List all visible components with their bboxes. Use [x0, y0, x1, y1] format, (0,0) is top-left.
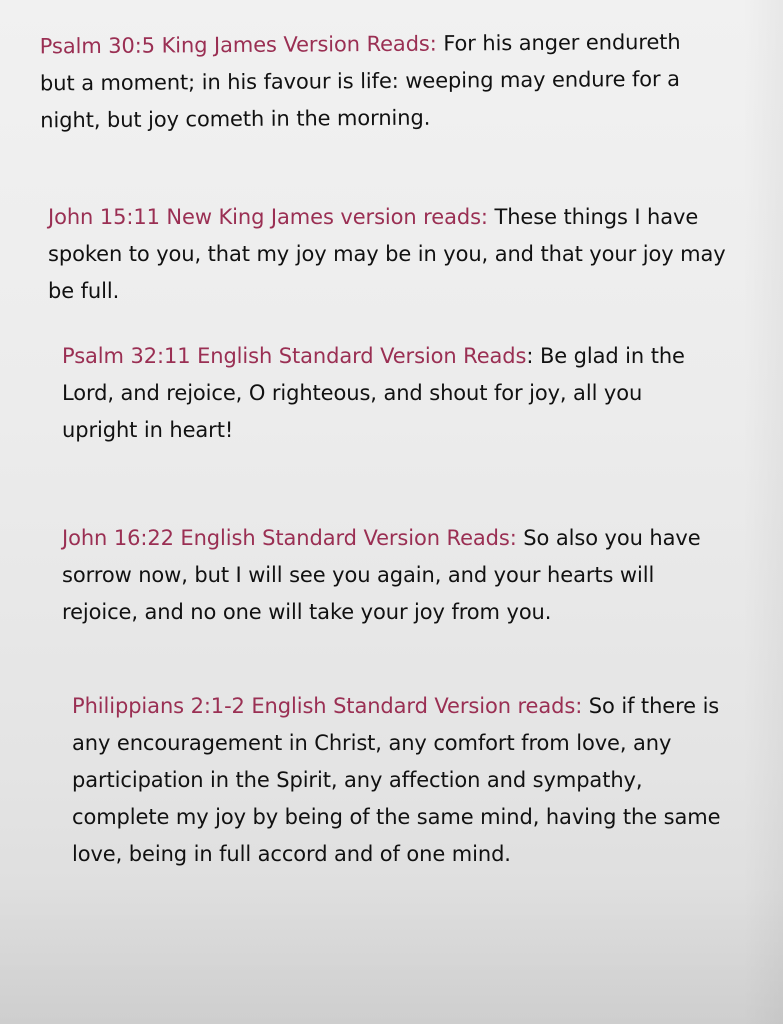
verse-text: These things I have spoken to you, that my joy may be in you, and that your joy may be full. — [48, 205, 726, 303]
page-edge-shadow — [743, 0, 783, 1024]
verse-reference: John 16:22 English Standard Version Reads: — [62, 526, 517, 550]
verse-text: For his anger endureth but a moment; in his favour is life: weeping may endure for a night, but joy cometh in the morning. — [39, 29, 681, 133]
verse-reference: Philippians 2:1-2 English Standard Version reads: — [72, 694, 583, 718]
verse-psalm-32-11 — [62, 338, 722, 449]
verse-text: So also you have sorrow now, but I will see you again, and your hearts will rejoice, and no one will take your joy from you. — [62, 526, 701, 624]
verse-text: So if there is any encouragement in Christ, any comfort from love, any participation in the Spirit, any affection and sympathy, complete my joy by being of the same mind, having the same love, being in full accord and of one mind. — [72, 694, 721, 866]
verse-philippians-2-1-2 — [72, 688, 722, 873]
verse-john-16-22 — [62, 520, 727, 631]
verse-reference: Psalm 30:5 King James Version Reads: — [39, 31, 437, 59]
page-bottom-shade — [0, 884, 783, 1024]
verse-psalm-30-5 — [40, 24, 721, 140]
verse-reference: John 15:11 New King James version reads: — [48, 205, 488, 229]
verse-john-15-11 — [48, 199, 728, 310]
verse-reference: Psalm 32:11 English Standard Version Reads — [62, 344, 527, 368]
verse-text: : Be glad in the Lord, and rejoice, O righteous, and shout for joy, all you upright in heart! — [62, 344, 685, 442]
